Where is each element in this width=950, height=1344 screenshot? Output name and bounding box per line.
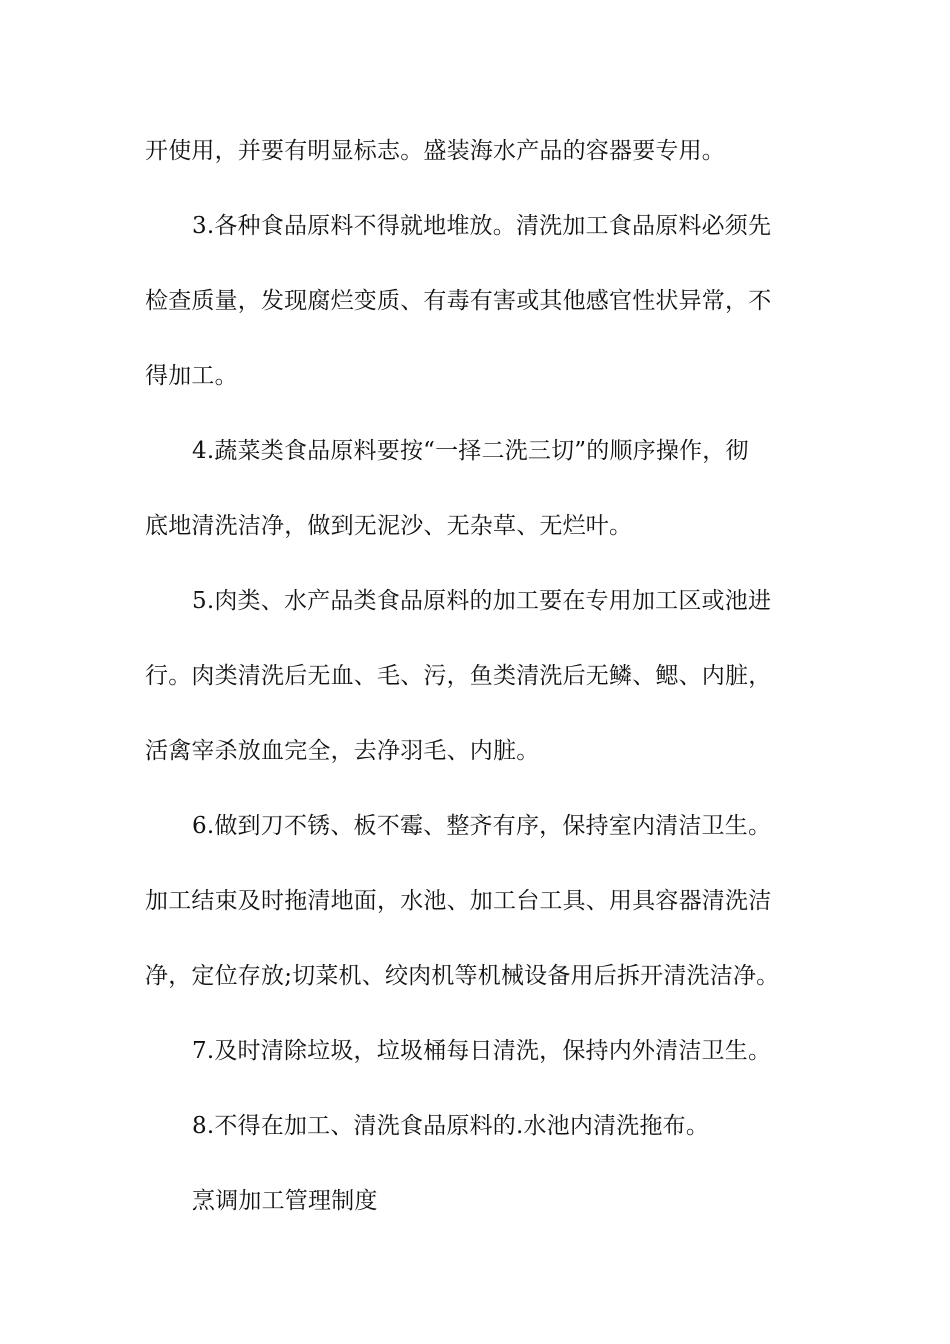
text-line: 开使用，并要有明显标志。盛装海水产品的容器要专用。 — [145, 138, 725, 164]
section-heading: 烹调加工管理制度 — [192, 1188, 378, 1214]
text-line: 7.及时清除垃圾，垃圾桶每日清洗，保持内外清洁卫生。 — [192, 1038, 772, 1064]
text-line: 8.不得在加工、清洗食品原料的.水池内清洗拖布。 — [192, 1113, 710, 1139]
text-line: 行。肉类清洗后无血、毛、污，鱼类清洗后无鳞、鳃、内脏， — [145, 663, 772, 689]
text-line: 3.各种食品原料不得就地堆放。清洗加工食品原料必须先 — [192, 213, 772, 239]
text-line: 得加工。 — [145, 363, 238, 389]
text-line: 净，定位存放;切菜机、绞肉机等机械设备用后拆开清洗洁净。 — [145, 963, 780, 989]
text-line: 4.蔬菜类食品原料要按“一择二洗三切”的顺序操作，彻 — [192, 438, 749, 464]
text-line: 加工结束及时拖清地面，水池、加工台工具、用具容器清洗洁 — [145, 888, 772, 914]
text-line: 活禽宰杀放血完全，去净羽毛、内脏。 — [145, 738, 540, 764]
text-line: 6.做到刀不锈、板不霉、整齐有序，保持室内清洁卫生。 — [192, 813, 772, 839]
text-line: 5.肉类、水产品类食品原料的加工要在专用加工区或池进 — [192, 588, 772, 614]
text-line: 底地清洗洁净，做到无泥沙、无杂草、无烂叶。 — [145, 513, 633, 539]
text-line: 检查质量，发现腐烂变质、有毒有害或其他感官性状异常，不 — [145, 288, 772, 314]
